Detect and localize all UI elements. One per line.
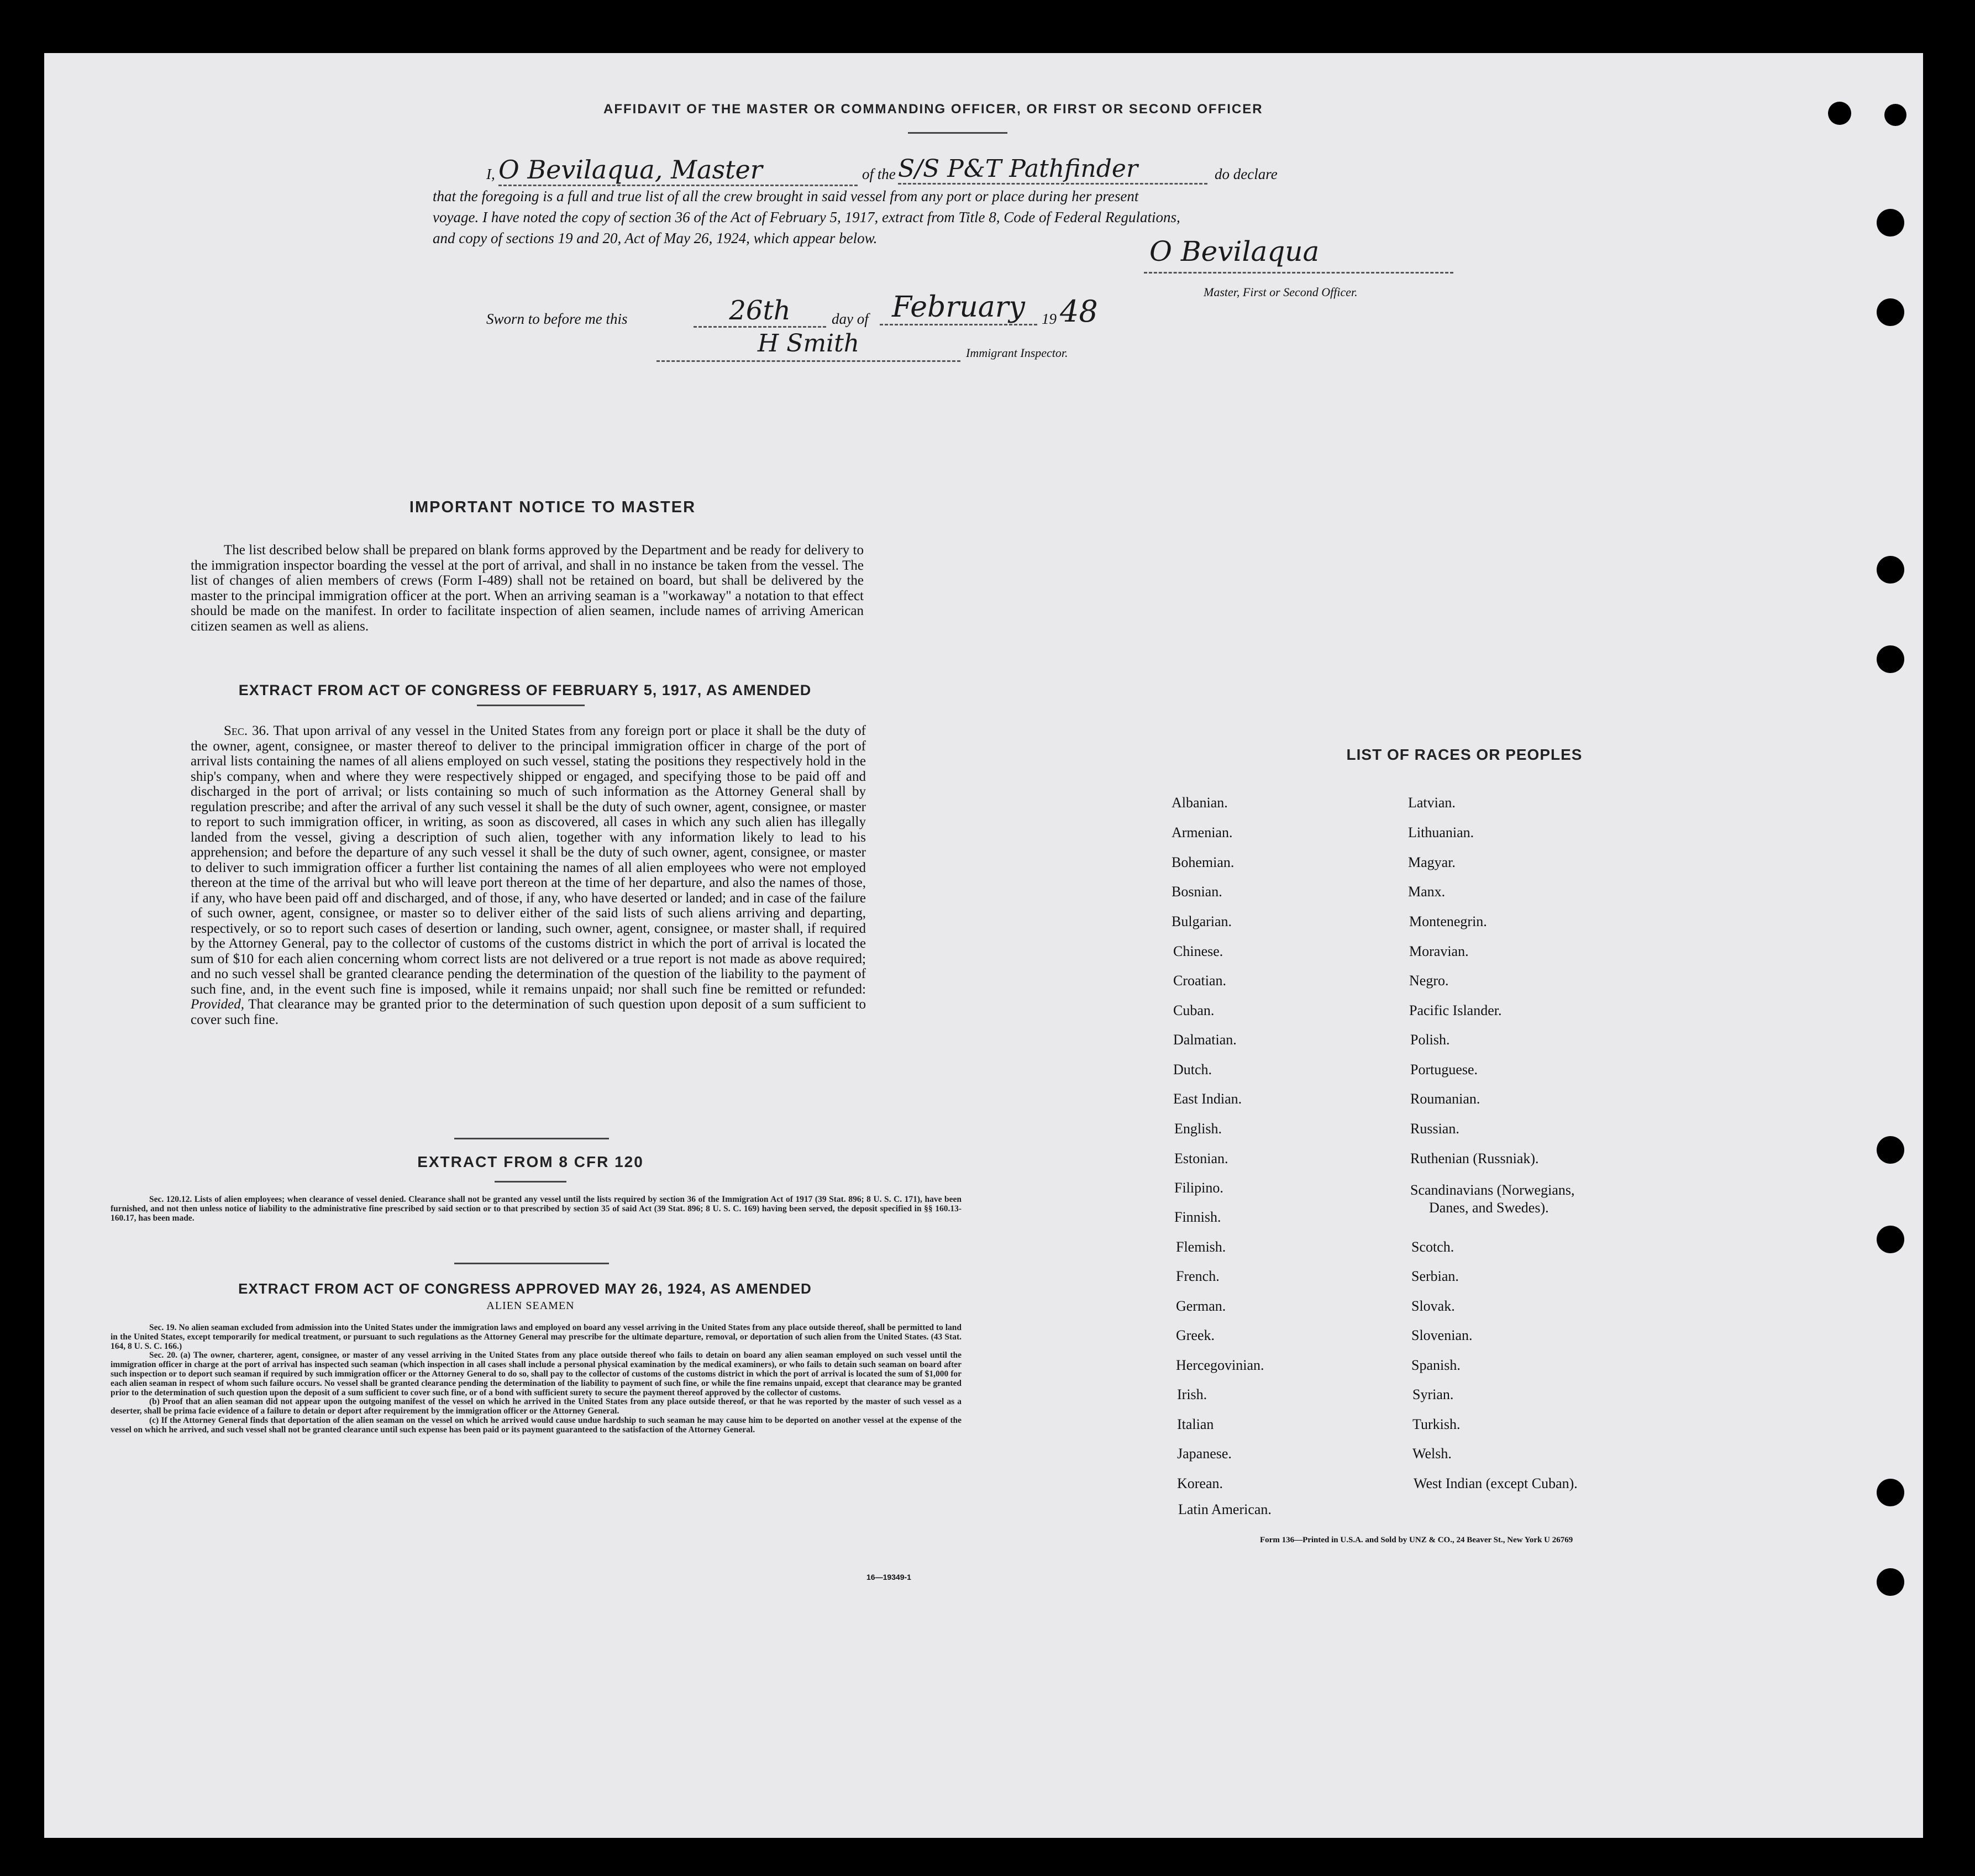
form-footer: Form 136—Printed in U.S.A. and Sold by UNZ & CO., 24 Beaver St., New York U 26769 [1260, 1536, 1573, 1544]
race-right-item: Moravian. [1409, 943, 1469, 959]
race-right-item: Slovenian. [1411, 1327, 1473, 1343]
race-left-item: Japanese. [1177, 1446, 1232, 1462]
affidavit-line3: voyage. I have noted the copy of section 36 of the Act of February 5, 1917, extract from Title 8, Code of Federal Regulations, [433, 209, 1180, 225]
race-left-item: Korean. [1177, 1475, 1223, 1491]
cfr-bottom-rule [495, 1181, 566, 1183]
notice-text: The list described below shall be prepared on blank forms approved by the Department and be ready for delivery to the immigration inspector boarding the vessel at the port of arrival, and shall in no instance be taken from the vessel. The list of changes of alien members of crews (Form I-489) shall not be retained on board, but shall be delivered by the master to the principal immigration officer at the port. When an arriving seaman is a "workaway" a notation to that effect should be made on the manifest. In order to facilitate inspection of alien seamen, include names of arriving American citizen seamen as well as aliens. [191, 543, 864, 634]
month-handwritten: February [880, 291, 1037, 325]
race-right-item: Manx. [1408, 884, 1446, 900]
race-left-item: Flemish. [1176, 1239, 1226, 1255]
race-left-item: Bohemian. [1172, 854, 1235, 870]
race-left-item: Finnish. [1174, 1209, 1221, 1225]
binder-hole [1877, 645, 1904, 673]
race-left-item: Cuban. [1173, 1002, 1215, 1018]
race-left-item: Croatian. [1173, 973, 1227, 989]
race-right-item: Polish. [1410, 1032, 1450, 1048]
binder-hole [1877, 1226, 1904, 1253]
race-right-item: Slovak. [1411, 1298, 1455, 1314]
race-left-item: Bulgarian. [1172, 913, 1232, 929]
extract-1917-rule [477, 705, 585, 706]
cfr-text: Sec. 120.12. Lists of alien employees; when clearance of vessel denied. Clearance shall not be granted any vessel until the lists required by section 36 of the Immigration Act of 1917 (39 Stat. 896; 8 U. S. C. 171), have been furnished, and not then unless notice of liability to the administrative fine prescribed by said section or to that prescribed by section 35 of said Act (39 Stat. 896; 8 U. S. C. 169) having been served, the deposit specified in §§ 160.13-160.17, has been made. [111, 1195, 962, 1223]
race-left-item: Latin American. [1178, 1501, 1272, 1517]
race-right-item: Roumanian. [1410, 1091, 1480, 1107]
extract-1924-text [111, 1323, 962, 1435]
race-left-item: German. [1176, 1298, 1226, 1314]
race-left-item: Albanian. [1172, 795, 1228, 811]
year-prefix: 19 [1042, 311, 1057, 327]
race-left-item: Irish. [1177, 1386, 1207, 1402]
extract-1924-top-rule [454, 1263, 609, 1264]
race-right-item: Russian. [1410, 1121, 1459, 1137]
binder-hole [1877, 209, 1904, 237]
affidavit-line4: and copy of sections 19 and 20, Act of May 26, 1924, which appear below. [433, 230, 878, 246]
race-left-item: Chinese. [1173, 943, 1223, 959]
cfr-top-rule [454, 1138, 609, 1139]
race-left-item: Filipino. [1174, 1180, 1223, 1196]
race-left-item: English. [1174, 1121, 1222, 1137]
day-handwritten: 26th [694, 295, 826, 328]
race-right-item: Pacific Islander. [1409, 1002, 1502, 1018]
race-left-item: Hercegovinian. [1176, 1357, 1264, 1373]
race-left-item: Dalmatian. [1173, 1032, 1237, 1048]
sec20a-text: Sec. 20. (a) The owner, charterer, agent, consignee, or master of any vessel arriving in the United States from any place outside thereof who fails to detain on board any alien seaman employed on such vessel until the immigration officer in charge at the port of arrival has inspected such seaman (which inspection in all cases shall include a personal physical examination by the medical examiners), or who fails to detain such seaman on board after such inspection or to deport such seaman if required by such immigration officer or the Attorney General to do so, shall pay to the collector of customs of the customs district in which the port of arrival is located the sum of $1,000 for each alien seaman in respect of whom such failure occurs. No vessel shall be granted clearance pending the determination of the liability to payment of such fine, or while the fine remains unpaid, except that clearance may be granted prior to the determination of such question upon the deposit of a sum sufficient to cover such fine, or of a bond with sufficient surety to secure the payment thereof approved by the collector of customs. [111, 1350, 962, 1397]
do-declare-label: do declare [1215, 166, 1278, 182]
race-left-item: East Indian. [1173, 1091, 1242, 1107]
race-left-item: French. [1176, 1268, 1220, 1284]
inspector-caption: Immigrant Inspector. [966, 346, 1068, 360]
race-right-item: Scandinavians (Norwegians, [1410, 1182, 1575, 1198]
master-signature: O Bevilaqua [1144, 235, 1453, 274]
race-right-item: Turkish. [1412, 1416, 1461, 1432]
race-right-item: Lithuanian. [1408, 824, 1474, 840]
race-right-item: Serbian. [1411, 1268, 1459, 1284]
affidavit-title: AFFIDAVIT OF THE MASTER OR COMMANDING OFFICER, OR FIRST OR SECOND OFFICER [603, 102, 1263, 117]
race-left-item: Greek. [1176, 1327, 1215, 1343]
notice-title: IMPORTANT NOTICE TO MASTER [409, 498, 696, 516]
binder-hole [1877, 298, 1904, 326]
extract-1924-title: EXTRACT FROM ACT OF CONGRESS APPROVED MAY 26, 1924, AS AMENDED [238, 1280, 812, 1297]
race-right-item: Latvian. [1408, 795, 1456, 811]
race-right-item: Portuguese. [1410, 1062, 1478, 1078]
form-code: 16—19349-1 [866, 1573, 911, 1581]
race-right-item: Scotch. [1411, 1239, 1454, 1255]
i-label: I, [486, 166, 495, 182]
binder-hole [1877, 1136, 1904, 1164]
provided-label: Provided, [191, 997, 244, 1012]
race-right-item: Magyar. [1408, 854, 1456, 870]
binder-hole [1877, 1479, 1904, 1506]
sworn-label: Sworn to before me this [486, 311, 628, 327]
binder-hole [1877, 556, 1904, 584]
alien-seamen-subtitle: ALIEN SEAMEN [486, 1300, 575, 1312]
sworn-line [486, 291, 1260, 335]
race-right-item: Welsh. [1412, 1446, 1452, 1462]
of-the-label: of the [862, 166, 896, 182]
race-right-item: Spanish. [1411, 1357, 1461, 1373]
race-left-item: Italian [1177, 1416, 1214, 1432]
master-name-handwritten: O Bevilaqua, Master [498, 155, 858, 186]
extract-1917-text [191, 723, 866, 1027]
race-left-item: Estonian. [1174, 1150, 1228, 1166]
binder-hole [1884, 104, 1906, 126]
sec36-text-tail: That clearance may be granted prior to the determination of such question upon deposit of a sum sufficient to cover such fine. [191, 997, 866, 1027]
races-title: LIST OF RACES OR PEOPLES [1346, 746, 1583, 763]
race-left-item: Bosnian. [1172, 884, 1222, 900]
sec20b-text: (b) Proof that an alien seaman did not appear upon the outgoing manifest of the vessel on which he arrived in the United States from any place outside thereof, or that he was reported by the master of such vessel as a deserter, shall be prima facie evidence of a failure to detain or deport after requirement by the immigration officer or the Attorney General. [111, 1397, 962, 1416]
race-left-item: Armenian. [1172, 824, 1233, 840]
race-right-item: Ruthenian (Russniak). [1410, 1150, 1539, 1166]
race-right-item: Danes, and Swedes). [1429, 1200, 1549, 1216]
year-handwritten: 48 [1060, 294, 1098, 329]
sec20c-text: (c) If the Attorney General finds that deportation of the alien seaman on the vessel on which he arrived would cause undue hardship to such seaman he may cause him to be deported on another vessel at the expense of the vessel on which he arrived, and such vessel shall not be granted clearance until such expense has been paid or its payment guaranteed to the satisfaction of the Attorney General. [111, 1415, 962, 1434]
race-right-item: Montenegrin. [1409, 913, 1487, 929]
signature-caption: Master, First or Second Officer. [1204, 285, 1358, 299]
inspector-signature: H Smith [656, 329, 960, 362]
race-right-item: Syrian. [1412, 1386, 1454, 1402]
sec36-text: That upon arrival of any vessel in the United States from any foreign port or place it shall be the duty of the owner, agent, consignee, or master thereof to deliver to the principal immigration officer in charge of the port of arrival lists containing the names of all aliens employed on such vessel, stating the positions they respectively hold in the ship's company, when and where they were respectively shipped or engaged, and specifying those to be paid off and discharged in the port of arrival; or lists containing so much of such information as the Attorney General shall by regulation prescribe; and after the arrival of any such vessel it shall be the duty of such owner, agent, consignee, or master to report to such immigration officer, in writing, as soon as discovered, all cases in which any such alien has illegally landed from the vessel, giving a description of such alien, together with any information likely to lead to his apprehension; and before the departure of any such vessel it shall be the duty of such owner, agent, consignee, or master to deliver to such immigration officer a further list containing the names of all alien employees who were not employed thereon at the time of the arrival but who will leave port thereon at the time of her departure, and also the names of those, if any, who have been paid off and discharged, and of those, if any, who have deserted or landed; and in case of the failure of such owner, agent, consignee, or master so to deliver either of the said lists of such aliens arriving and departing, respectively, or so to report such cases of desertion or landing, such owner, agent, consignee, or master shall, if required by the Attorney General, pay to the collector of customs of the customs district in which the port of arrival is located the sum of $10 for each alien concerning whom correct lists are not delivered or a true report is not made as above required; and no such vessel shall be granted clearance pending the determination of the question of the liability to the payment of such fine, and, in the event such fine is imposed, while it remains unpaid; nor shall such fine be remitted or refunded: [191, 723, 866, 997]
day-of-label: day of [832, 311, 869, 327]
extract-1917-title: EXTRACT FROM ACT OF CONGRESS OF FEBRUARY 5, 1917, AS AMENDED [238, 682, 812, 698]
vessel-name-handwritten: S/S P&T Pathfinder [898, 155, 1207, 185]
binder-hole [1828, 102, 1851, 125]
race-left-item: Dutch. [1173, 1062, 1212, 1078]
cfr-title: EXTRACT FROM 8 CFR 120 [417, 1153, 644, 1170]
sec36-label: Sec. 36. [224, 723, 270, 738]
race-right-item: Negro. [1409, 973, 1449, 989]
document-page [44, 53, 1923, 1838]
affidavit-line1 [486, 155, 1536, 188]
binder-hole [1877, 1568, 1904, 1596]
race-right-item: West Indian (except Cuban). [1414, 1475, 1578, 1491]
affidavit-line2: that the foregoing is a full and true list of all the crew brought in said vessel from any port or place during her present [433, 188, 1139, 204]
affidavit-title-rule [908, 132, 1007, 134]
sec19-text: Sec. 19. No alien seaman excluded from admission into the United States under the immigration laws and employed on board any vessel arriving in the United States from any place outside thereof, shall be permitted to land in the United States, except temporarily for medical treatment, or pursuant to such regulations as the Attorney General may prescribe for the ultimate departure, removal, or deportation of such alien from the United States. (43 Stat. 164, 8 U. S. C. 166.) [111, 1323, 962, 1351]
